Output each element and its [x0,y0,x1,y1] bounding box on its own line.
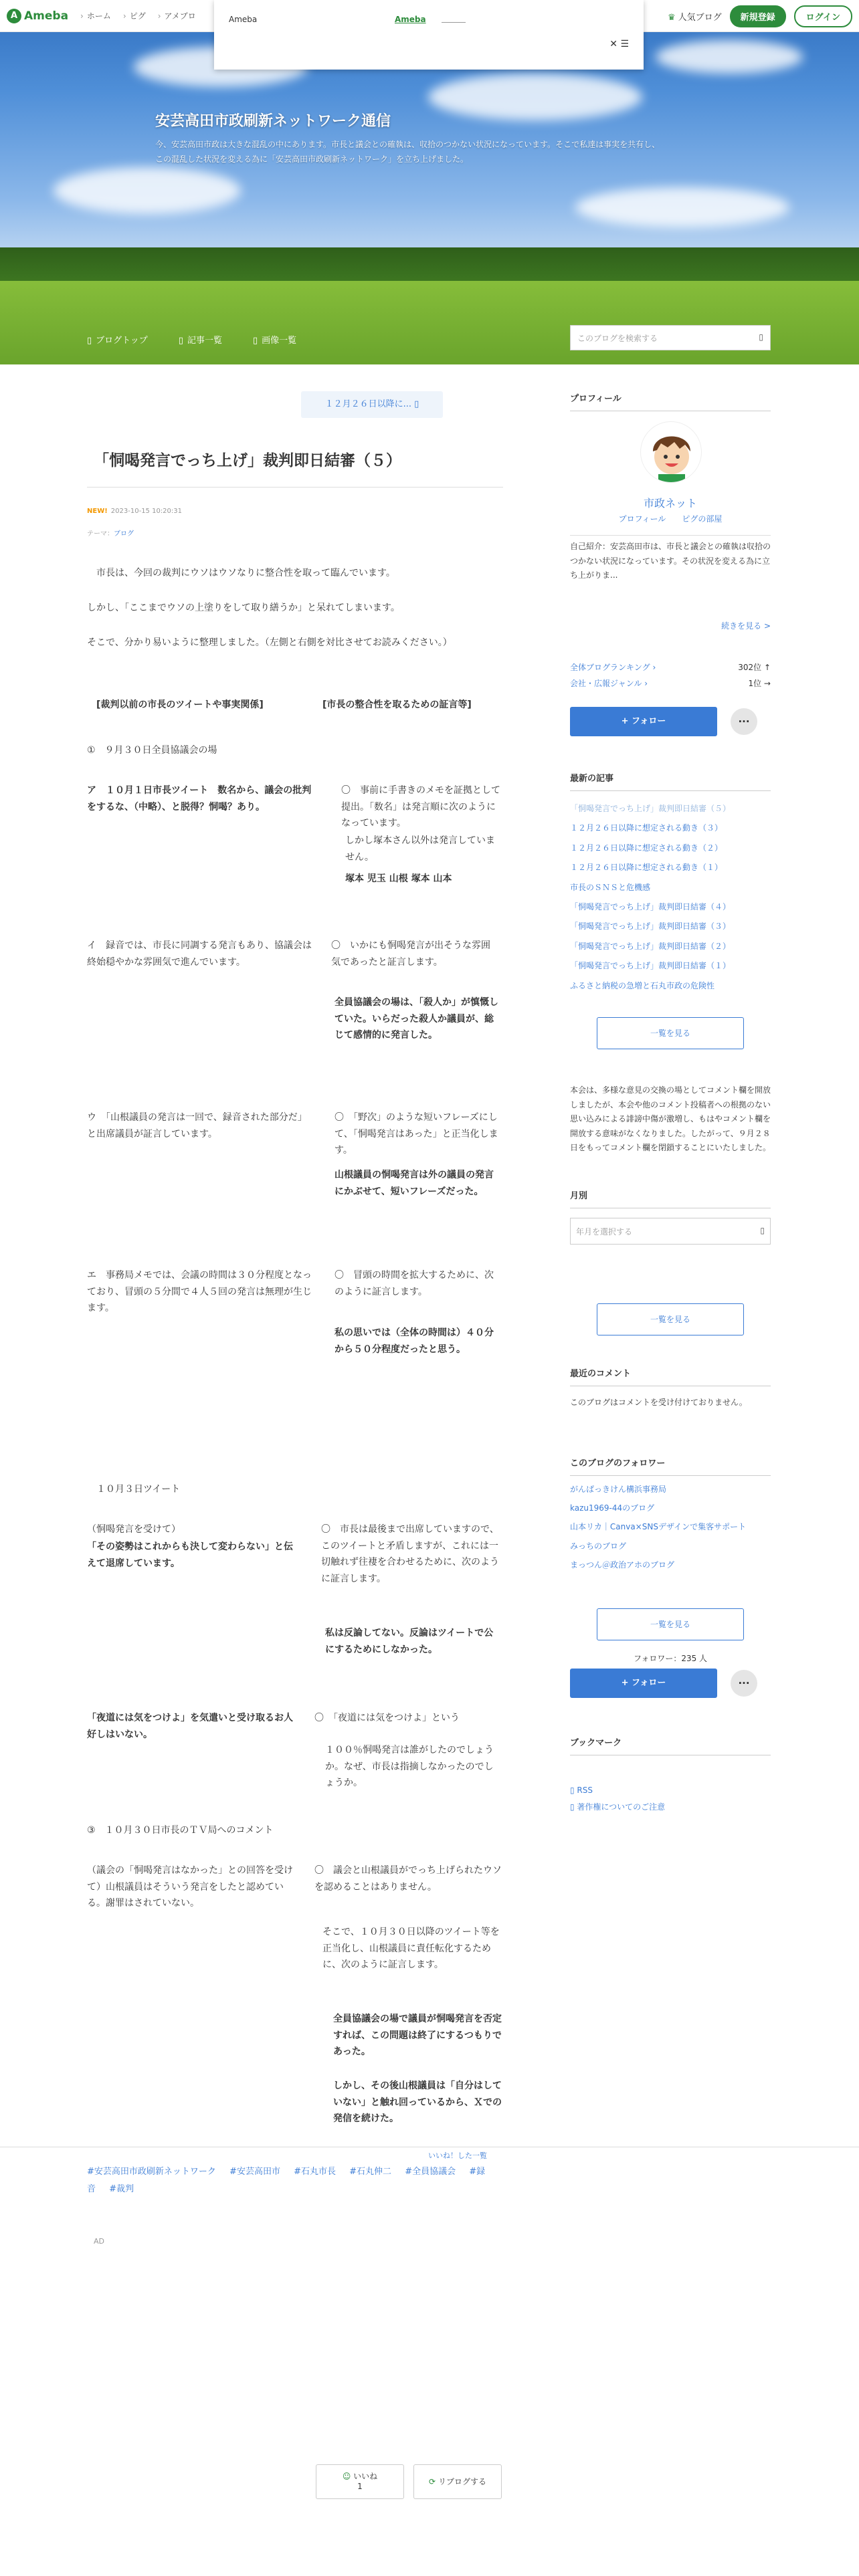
recent-entry-link[interactable]: ふるさと納税の急増と石丸市政の危険性 [570,980,715,990]
recent-entry-link[interactable]: 「恫喝発言でっち上げ」裁判即日結審（１） [570,961,731,971]
popup-link[interactable]: Ameba [395,15,426,24]
paragraph: そこで、分かり易いように整理しました。（左側と右側を対比させてお読みください。） [87,637,452,648]
d-right-2: そこで、１０月３０日以降のツイート等を正当化し、山根議員に責任転化するために、次のように証言します。 [322,1927,500,1970]
section-heading: ③ １０月３０日市長のＴＶ局へのコメント [87,1825,274,1836]
ranking-label[interactable]: 会社・広報ジャンル › [570,679,648,688]
follower-count: フォロワー：235 人 [633,1654,708,1663]
paragraph: しかし、「ここまでウソの上塗りをして取り繕うか」と呆れてしまいます。 [87,603,400,613]
cloud [656,40,803,74]
cloud [54,167,241,214]
e-right: 〇 冒頭の時間を拡大するために、次のように証言します。 [335,1270,494,1297]
rss-icon: ▯ [570,1786,577,1795]
brand-name: Ameba [24,9,69,23]
hashtag-link[interactable]: #石丸市長 [294,2167,336,2177]
entries-list-button[interactable]: 一覧を見る [597,1017,744,1049]
e-right-2: 私の思いでは（全体の時間は）４０分から５０分程度だったと思う。 [335,1327,494,1355]
profile-heading: プロフィール [570,391,771,411]
theme-label: テーマ： [87,530,114,538]
recent-entry-link[interactable]: 市長のＳＮＳと危機感 [570,882,651,892]
nav-entry-list[interactable]: ▯ 記事一覧 [179,333,222,346]
calendar-icon: ▯ [760,1226,765,1235]
recent-entry-link[interactable]: 「恫喝発言でっち上げ」裁判即日結審（４） [570,901,731,911]
profile-links[interactable]: プロフィール ピグの部屋 [618,514,723,524]
a-right-2: しかし塚本さん以外は発言していません。 [345,835,495,863]
popup-label: Ameba [229,15,258,24]
followers-list-button[interactable]: 一覧を見る [597,1608,744,1640]
hashtag-link[interactable]: #裁判 [109,2184,134,2194]
copyright-label: 著作権についてのご注意 [577,1802,666,1812]
copyright-link[interactable] [570,1799,771,1816]
more-options-icon[interactable]: ··· [731,1670,757,1697]
topnav-ameblo[interactable]: › アメブロ [158,10,196,21]
a-right: 〇 事前に手書きのメモを証拠として提出。「数名」は発言順に次のようになっています。 [341,785,500,829]
d-left: （議会の「恫喝発言はなかった」との回答を受けて）山根議員はそういう発言をしたと認めている。謝罪はされていない。 [87,1865,293,1909]
d-right-4: しかし、その後山根議員は「自分はしていない」と触れ回っているから、Ｘでの発信を続けた。 [333,2080,502,2124]
rss-label: RSS [577,1786,593,1795]
entry-theme [87,528,134,538]
section-heading: ① ９月３０日全員協議会の場 [87,745,217,756]
register-button[interactable]: 新規登録 [730,5,786,27]
hashtag-link[interactable]: #録音 [87,2167,486,2194]
b-right: 〇 市長は最後まで出席していますので、このツイートと矛盾しますが、これには一切触れず往褄を合わせるために、次のように証言します。 [321,1524,499,1584]
ad-label: AD [94,2237,104,2246]
section-heading: １０月３日ツイート [87,1484,181,1495]
a-right-3: 塚本 児玉 山根 塚本 山本 [345,873,452,884]
more-options-icon[interactable]: ··· [731,708,757,735]
popup-underline [442,22,466,23]
b-left: （恫喝発言を受けて） [87,1524,181,1535]
follow-button[interactable]: + フォロー [570,1669,717,1698]
like-label: いいね [353,2472,378,2481]
c-right: 〇 「夜道には気をつけよ」という [314,1713,460,1723]
monthly-list-button[interactable]: 一覧を見る [597,1303,744,1335]
next-entry-button[interactable]: １２月２６日以降に... ▯ [301,391,443,418]
new-badge: NEW! [87,508,108,515]
ameba-popup [214,0,644,70]
c-left: 「夜道には気をつけよ」を気遣いと受け取るお人好しはいない。 [87,1713,293,1740]
bookmark-heading: ブックマーク [570,1735,771,1755]
divider [87,487,503,488]
blog-nav [87,333,296,346]
recent-entry-link[interactable]: 「恫喝発言でっち上げ」裁判即日結審（５） [570,804,731,813]
nav-blog-top[interactable]: ▯ ブログトップ [87,333,148,346]
blog-title[interactable]: 安芸高田市政刷新ネットワーク通信 [155,113,391,130]
recent-entries-list [570,799,771,996]
comment-notice: 本会は、多様な意見の交換の場としてコメント欄を開放しましたが、本会や他のコメント投稿者への根拠のない思い込みによる誹謗中傷が激増し、もはやコメント欄を開放する意味がなくなりました。したがって、９月２８日をもってコメント欄を閉鎖することにいたしました。 [570,1085,771,1153]
ranking-genre [570,677,771,689]
entry-date: 2023-10-15 10:20:31 [110,508,183,515]
profile-name[interactable]: 市政ネット [643,497,697,510]
follower-link[interactable]: kazu1969-44のブログ [570,1503,655,1513]
top-nav [80,10,196,21]
ameba-logo-icon: A [7,9,21,23]
follower-link[interactable]: まっつん＠政治アホのブログ [570,1560,675,1570]
hashtag-link[interactable]: #全員協議会 [405,2167,456,2177]
hashtag-link[interactable]: #安芸高田市政刷新ネットワーク [87,2167,216,2177]
e-left: エ 事務局メモでは、会議の時間は３０分程度となっており、冒頭の５分間で４人５回の発言は無理が生じます。 [87,1270,312,1313]
blog-search-input[interactable] [570,325,771,350]
recent-entry-link[interactable]: 「恫喝発言でっち上げ」裁判即日結審（３） [570,922,731,932]
theme-link[interactable]: ブログ [114,530,134,538]
a-left: ア １０月１日市長ツイート 数名から、議会の批判をするな、（中略）、と脱得？恫喝？あり。 [87,785,312,813]
like-count: 1 [357,2482,363,2491]
rss-link[interactable] [570,1782,771,1799]
followers-heading: このブログのフォロワー [570,1456,771,1476]
u-right-2: 山根議員の恫喝発言は外の議員の発言にかぶせて、短いフレーズだった。 [335,1170,494,1197]
recent-entry-link[interactable]: １２月２６日以降に想定される動き（１） [570,863,723,873]
entry-meta [87,508,182,515]
follower-link[interactable]: みっちのブログ [570,1541,627,1551]
topnav-pigg[interactable]: › ピグ [123,10,146,21]
recent-entry-link[interactable]: １２月２６日以降に想定される動き（２） [570,843,723,853]
b-left-2: 「その姿勢はこれからも決して変わらない」と伝えて退席しています。 [87,1541,293,1569]
paragraph: 市長は、今回の裁判にウソはウソなりに整合性を取って臨んでいます。 [96,568,395,578]
nav-image-list[interactable]: ▯ 画像一覧 [253,333,296,346]
smile-icon: ☺ [342,2472,351,2481]
c-right-2: １００％恫喝発言は誰がしたのでしょうか。なぜ、市長は指摘しなかったのでしょうか。 [325,1745,494,1788]
monthly-heading: 月別 [570,1188,771,1208]
ranking-label[interactable]: 全体ブログランキング › [570,663,656,672]
search-icon[interactable]: ▯ [759,332,763,342]
comments-text: このブログはコメントを受け付けておりません。 [570,1398,747,1407]
search-placeholder: このブログを検索する [577,334,658,343]
col-head-left: [裁判以前の市長のツイートや事実関係] [96,700,264,710]
reblog-button[interactable] [413,2464,502,2499]
reblog-label: リブログする [438,2477,486,2486]
topnav-home[interactable]: › ホーム [80,10,111,21]
recent-entries-heading: 最新の記事 [570,771,771,791]
doc-icon: ▯ [570,1802,577,1812]
d-right: 〇 議会と山根議員がでっち上げられたウソを認めることはありません。 [314,1865,502,1893]
cloud [575,187,789,227]
hashtag-list [87,2163,503,2198]
followers-list [570,1484,771,1570]
ranking-overall [570,661,771,673]
month-select[interactable] [570,1218,771,1245]
reblog-icon: ⟳ [429,2477,436,2486]
recent-comments-heading: 最近のコメント [570,1366,771,1386]
b-right-2: 私は反論してない。反論はツイートで公にするためにしなかった。 [325,1628,494,1655]
follower-link[interactable]: 山本リカ｜Canva×SNSデザインで集客サポート [570,1522,747,1532]
hashtag-link[interactable]: #石丸伸二 [349,2167,392,2177]
avatar-face-icon [641,422,702,483]
recent-entry-link[interactable]: １２月２６日以降に想定される動き（３） [570,823,723,833]
follow-button[interactable]: + フォロー [570,707,717,736]
hashtag-link[interactable]: #安芸高田市 [229,2167,280,2177]
i-left: イ 録音では、市長に同調する発言もあり、協議会は終始穏やかな雰囲気で進んでいます。 [87,940,312,968]
ameba-logo[interactable] [7,9,68,23]
ranking-value: 302位 ↑ [738,663,771,672]
blog-description: 今、安芸高田市政は大きな混乱の中にあります。市長と議会との確執は、収拾のつかない状況になっています。そこで私達は事実を共有し、この混乱した状況を変える為に「安芸高田市政刷新ネットワーク」を立ち上げました。 [155,140,660,164]
i-right: 〇 いかにも恫喝発言が出そうな雰囲気であったと証言します。 [331,940,490,968]
i-right-2: 全員協議会の場は、「殺人か」が慎慨していた。いらだった殺人か議員が、総じて感情的に発言した。 [335,997,498,1041]
entry-title[interactable]: 「恫喝発言でっち上げ」裁判即日結審（５） [94,452,401,469]
month-select-placeholder: 年月を選択する [576,1227,633,1237]
u-right: 〇 「野次」のような短いフレーズにして、「恫喝発言はあった」と正当化します。 [335,1112,498,1156]
login-button[interactable]: ログイン [794,5,852,27]
popular-blog-link[interactable]: ♛ 人気ブログ [668,10,722,23]
u-left: ウ 「山根議員の発言は一回で、録音された部分だ」と出席議員が証言しています。 [87,1112,307,1140]
like-button[interactable] [316,2464,404,2499]
read-more-link[interactable]: 続きを見る > [721,621,771,631]
recent-entry-link[interactable]: 「恫喝発言でっち上げ」裁判即日結審（２） [570,941,731,951]
liked-list-link[interactable]: いいね！した一覧 [428,2151,487,2160]
col-head-right: [市長の整合性を取るための証言等] [322,700,472,710]
profile-intro: 自己紹介：安芸高田市は、市長と議会との確執は収拾のつかない状況になっています。その状況を変える為に立ち上がりま... [570,535,771,583]
ranking-value: 1位 → [748,679,771,688]
grass-field [0,281,859,364]
bookmark-list [570,1782,771,1816]
d-right-3: 全員協議会の場で議員が恫喝発言を否定すれば、この問題は終了にするつもりであった。 [333,2014,502,2057]
popup-close-icon[interactable]: ✕ ☰ [609,39,629,49]
follower-link[interactable]: がんばっきけん構浜事務局 [570,1485,667,1494]
profile-avatar[interactable] [640,421,702,483]
cloud [428,74,642,120]
